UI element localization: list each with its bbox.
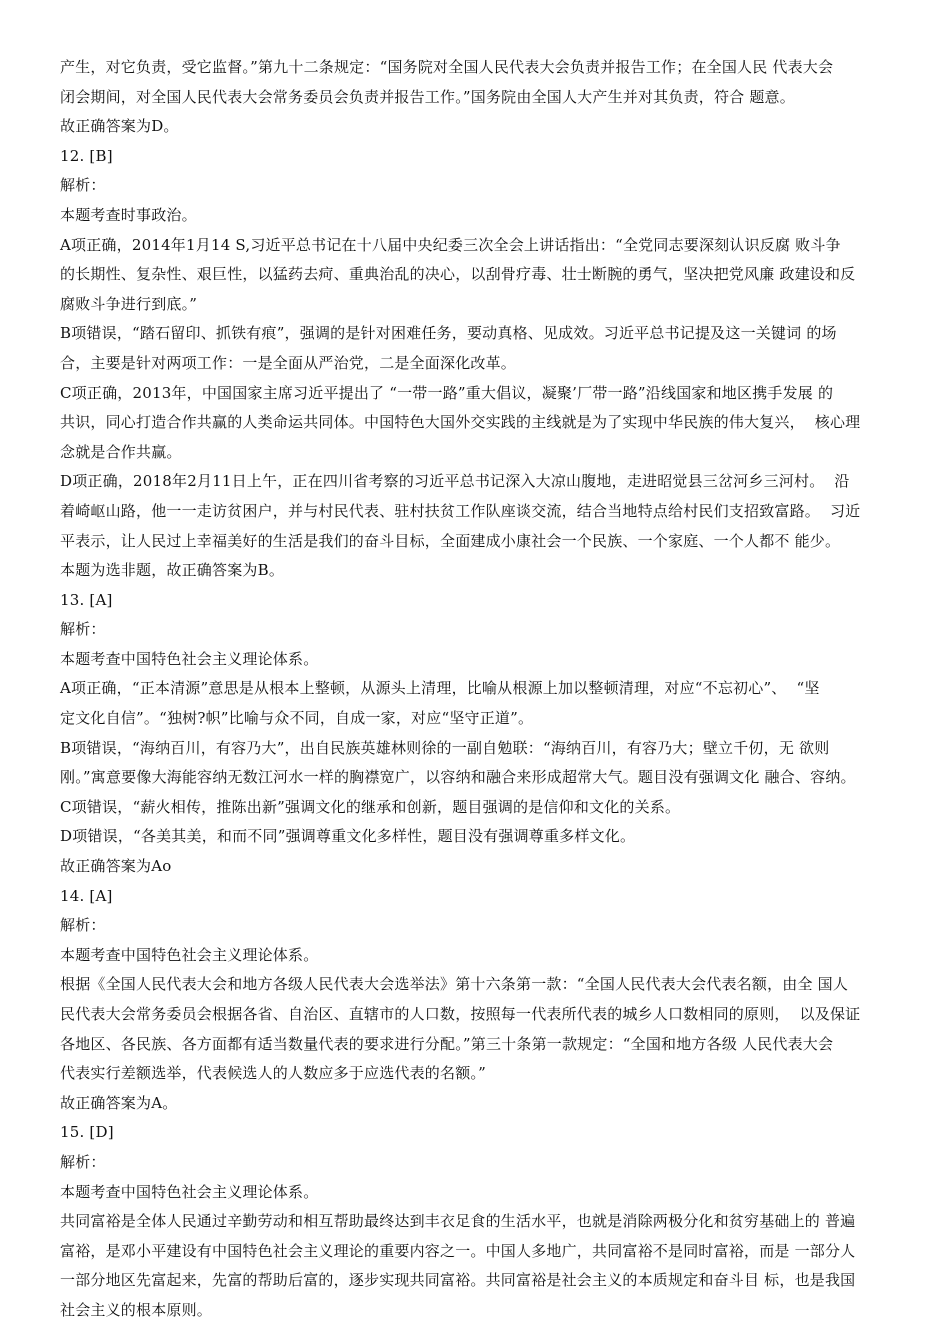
- text-line: 根据《全国人民代表大会和地方各级人民代表大会选举法》第十六条第一款：“全国人民代表大会代表名额，由全 国人: [60, 975, 849, 994]
- analysis-label: 解析：: [60, 916, 106, 935]
- topic-line: 本题考查中国特色社会主义理论体系。: [60, 945, 319, 964]
- text-line: B项错误，“踏石留印、抓铁有痕”，强调的是针对困难任务，要动真格、见成效。习近平总书记提及这一关键词 的场: [60, 324, 837, 343]
- text-line: 代表实行差额选举，代表候选人的人数应多于应选代表的名额。”: [60, 1064, 486, 1083]
- topic-line: 本题考查时事政治。: [60, 205, 197, 224]
- text-line: C项正确，2013年，中国国家主席习近平提出了 “一带一路”重大倡议，凝聚’厂带一路”沿线国家和地区携手发展 的: [60, 383, 834, 402]
- text-line: A项正确，“正本清源”意思是从根本上整顿，从源头上清理，比喻从根源上加以整顿清理，对应“不忘初心”、 “坚: [60, 679, 820, 698]
- analysis-label: 解析：: [60, 1152, 106, 1171]
- question-number: 15. [D]: [60, 1123, 114, 1142]
- answer-line: 故正确答案为Ao: [60, 857, 172, 876]
- analysis-label: 解析：: [60, 176, 106, 195]
- text-line: 民代表大会常务委员会根据各省、自治区、直辖市的人口数，按照每一代表所代表的城乡人口数相同的原则， 以及保证: [60, 1005, 861, 1023]
- text-line: 富裕，是邓小平建设有中国特色社会主义理论的重要内容之一。中国人多地广，共同富裕不是同时富裕，而是 一部分人: [60, 1241, 856, 1260]
- answer-line: 故正确答案为A。: [60, 1093, 178, 1112]
- text-line: 各地区、各民族、各方面都有适当数量代表的要求进行分配。”第三十条第一款规定：“全国和地方各级 人民代表大会: [60, 1034, 834, 1053]
- text-line: 一部分地区先富起来，先富的帮助后富的，逐步实现共同富裕。共同富裕是社会主义的本质规定和奋斗目 标，也是我国: [60, 1271, 856, 1290]
- analysis-label: 解析：: [60, 620, 106, 639]
- text-line: 合，主要是针对两项工作：一是全面从严治党，二是全面深化改革。: [60, 353, 517, 372]
- text-line: D项错误，“各美其美，和而不同”强调尊重文化多样性，题目没有强调尊重多样文化。: [60, 827, 636, 846]
- text-line: C项错误，“薪火相传，推陈出新”强调文化的继承和创新，题目强调的是信仰和文化的关系。: [60, 797, 681, 816]
- question-number: 12. [B]: [60, 146, 113, 165]
- text-line: 定文化自信”。“独树?帜”比喻与众不同，自成一家，对应“坚守正道”。: [60, 709, 534, 728]
- answer-line: 本题为选非题，故正确答案为B。: [60, 561, 285, 580]
- text-line: 的长期性、复杂性、艰巨性，以猛药去疴、重典治乱的决心，以刮骨疗毒、壮士断腕的勇气，坚决把党风廉 政建设和反: [60, 265, 856, 284]
- text-line: 共同富裕是全体人民通过辛勤劳动和相互帮助最终达到丰衣足食的生活水平，也就是消除两极分化和贫穷基础上的 普遍: [60, 1212, 856, 1231]
- text-line: 腐败斗争进行到底。”: [60, 294, 198, 313]
- question-number: 13. [A]: [60, 590, 113, 609]
- text-line: 刚。”寓意要像大海能容纳无数江河水一样的胸襟宽广，以容纳和融合来形成超常大气。题目没有强调文化 融合、容纳。: [60, 768, 856, 787]
- text-line: 着崎岖山路，他一一走访贫困户，并与村民代表、驻村扶贫工作队座谈交流，结合当地特点给村民们支招致富路。 习近: [60, 501, 861, 520]
- answer-line: 故正确答案为D。: [60, 117, 179, 136]
- text-line: D项正确，2018年2月11日上午，正在四川省考察的习近平总书记深入大凉山腹地，走进昭觉县三岔河乡三河村。 沿: [60, 472, 850, 491]
- text-line: 共识，同心打造合作共赢的人类命运共同体。中国特色大国外交实践的主线就是为了实现中华民族的伟大复兴， 核心理: [60, 413, 861, 432]
- question-number: 14. [A]: [60, 886, 113, 905]
- text-line: B项错误，“海纳百川，有容乃大”，出自民族英雄林则徐的一副自勉联：“海纳百川，有容乃大；壁立千仞，无 欲则: [60, 738, 830, 757]
- topic-line: 本题考查中国特色社会主义理论体系。: [60, 649, 319, 668]
- text-line: 产生，对它负责，受它监督。”第九十二条规定：“国务院对全国人民代表大会负责并报告工作；在全国人民 代表大会: [60, 58, 834, 76]
- topic-line: 本题考查中国特色社会主义理论体系。: [60, 1182, 319, 1201]
- text-line: 念就是合作共赢。: [60, 442, 182, 461]
- text-line: 闭会期间，对全国人民代表大会常务委员会负责并报告工作。”国务院由全国人大产生并对其负责，符合 题意。: [60, 87, 795, 106]
- text-line: 平表示，让人民过上幸福美好的生活是我们的奋斗目标，全面建成小康社会一个民族、一个家庭、一个人都不 能少。: [60, 531, 841, 550]
- text-line: 社会主义的根本原则。: [60, 1300, 213, 1319]
- document-page: [60, 53, 900, 1326]
- text-line: A项正确，2014年1月14 S,习近平总书记在十八届中央纪委三次全会上讲话指出：“全党同志要深刻认识反腐 败斗争: [60, 235, 841, 254]
